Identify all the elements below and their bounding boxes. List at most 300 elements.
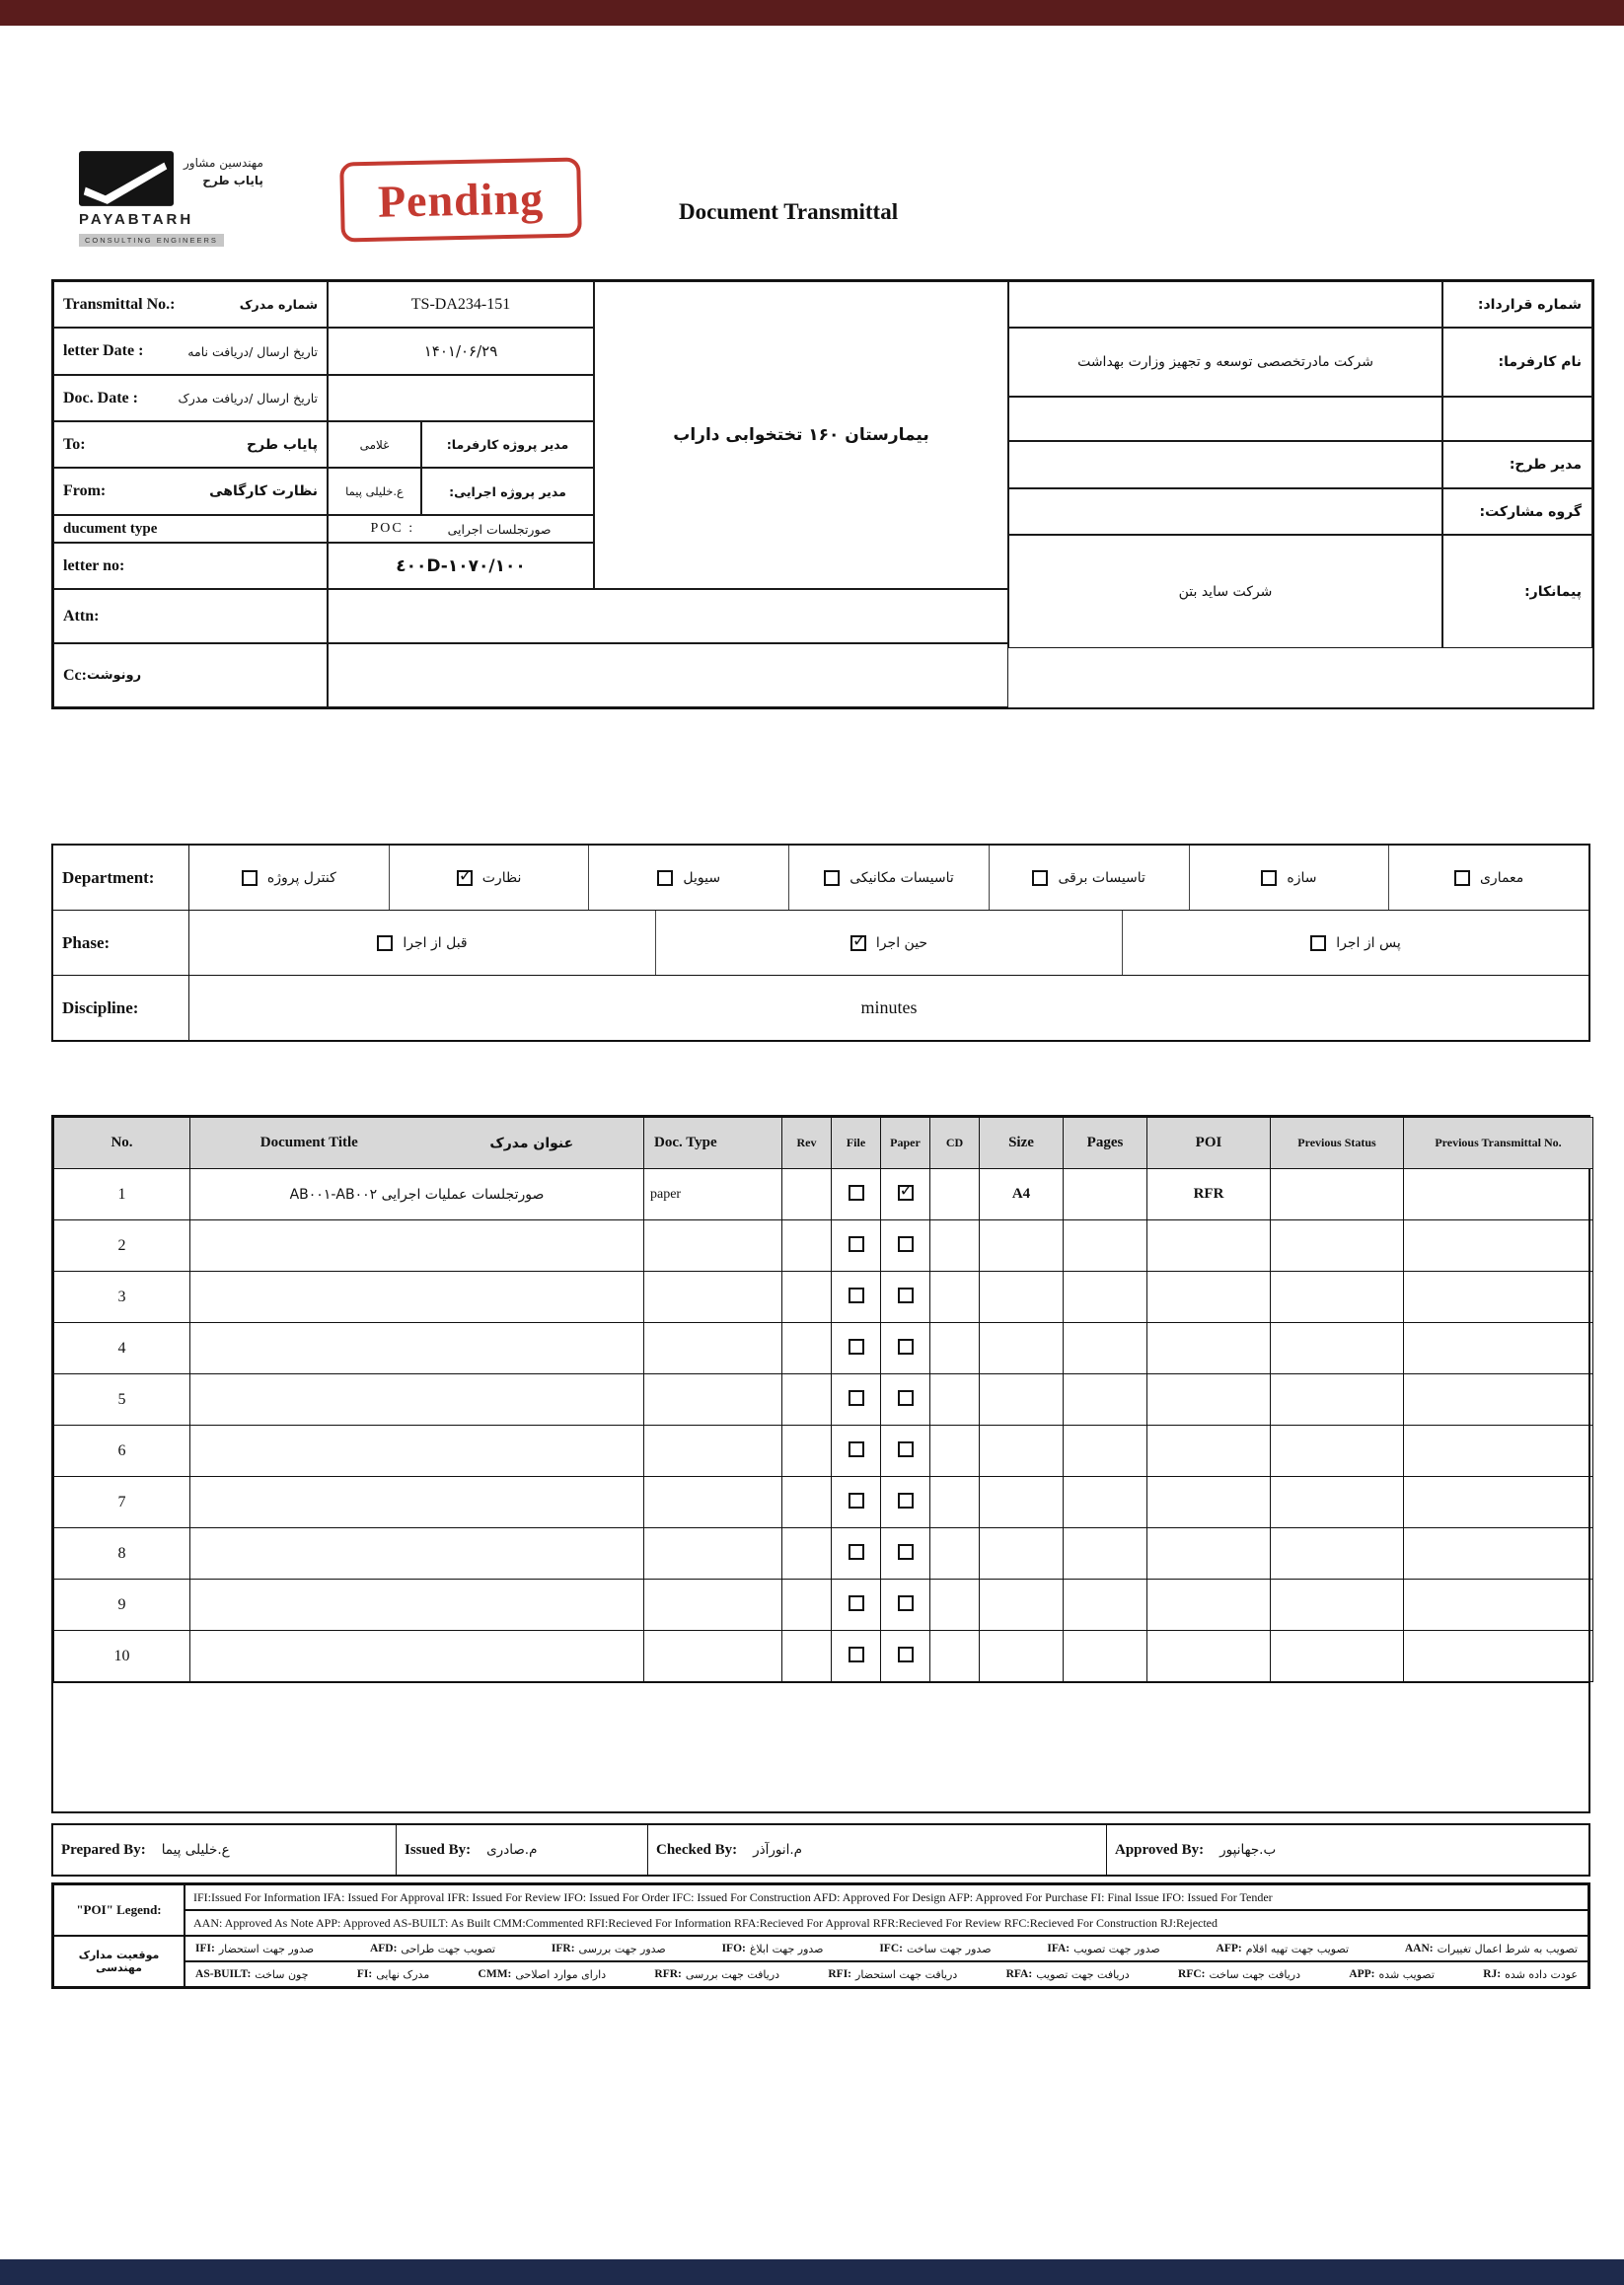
- row-file-cell: [832, 1374, 881, 1426]
- phase-checkbox[interactable]: [850, 935, 866, 951]
- department-option: [589, 846, 789, 910]
- header-poi: POI: [1147, 1118, 1271, 1169]
- contractor-label: پیمانکار:: [1524, 583, 1582, 600]
- row-poi: [1147, 1426, 1271, 1477]
- paper-checkbox[interactable]: [898, 1441, 914, 1457]
- row-file-cell: [832, 1220, 881, 1272]
- discipline-value: minutes: [860, 997, 918, 1017]
- row-size: [980, 1272, 1064, 1323]
- row-rev: [782, 1374, 832, 1426]
- document-row: [54, 1272, 1593, 1323]
- poi-legend-fa-title: موقعیت مدارک مهندسی: [53, 1936, 185, 1987]
- row-title: [190, 1272, 644, 1323]
- company-logo: [79, 150, 306, 247]
- from-value: نظارت کارگاهی: [209, 483, 318, 499]
- row-doc-type: [644, 1631, 782, 1682]
- doc-type-label-cell: [53, 515, 328, 543]
- file-checkbox[interactable]: [849, 1185, 864, 1201]
- phase-option-label: حین اجرا: [875, 934, 928, 951]
- file-checkbox[interactable]: [849, 1339, 864, 1355]
- row-rev: [782, 1477, 832, 1528]
- legend-item-code: RFA:: [1005, 1967, 1033, 1980]
- phase-option-label: قبل از اجرا: [403, 934, 468, 951]
- discipline-row: [53, 976, 1588, 1040]
- legend-item: [1217, 1943, 1350, 1955]
- row-cd: [930, 1426, 980, 1477]
- client-pm-value-cell: [328, 421, 421, 468]
- header-prev-transmittal: Previous Transmittal No.: [1404, 1118, 1593, 1169]
- legend-item: [1349, 1968, 1435, 1981]
- doc-type-value-fa: صورتجلسات اجرایی: [447, 521, 552, 537]
- header-no: No.: [54, 1118, 190, 1169]
- row-cd: [930, 1477, 980, 1528]
- issued-by-label: Issued By:: [405, 1841, 472, 1858]
- approved-by-cell: [1107, 1825, 1592, 1875]
- row-file-cell: [832, 1426, 881, 1477]
- row-size: [980, 1477, 1064, 1528]
- documents-table-header: [54, 1118, 1593, 1169]
- legend-item-code: AS-BUILT:: [195, 1967, 252, 1980]
- exec-pm-label-cell: [421, 468, 594, 515]
- row-no: 9: [54, 1580, 190, 1631]
- legend-item-code: IFR:: [551, 1942, 575, 1954]
- row-prev-transmittal: [1404, 1323, 1593, 1374]
- department-row: [53, 846, 1588, 911]
- legend-item-text: صدور جهت ساخت: [906, 1942, 992, 1955]
- paper-checkbox[interactable]: [898, 1236, 914, 1252]
- row-poi: RFR: [1147, 1169, 1271, 1220]
- legend-fa-row-1: [185, 1961, 1588, 1987]
- doc-type-label: ducument type: [63, 520, 158, 537]
- poi-legend-en-row-2: AAN: Approved As Note APP: Approved AS-BUILT: As Built CMM:Commented RFI:Recieved For Information RFA:Recieved For Approval RFR:Recieved For Review RFC:Recieved For Construction RJ:Rejected: [185, 1910, 1588, 1936]
- legend-item-text: دریافت جهت ساخت: [1209, 1967, 1301, 1981]
- doc-type-value-cell: [328, 515, 594, 543]
- file-checkbox[interactable]: [849, 1441, 864, 1457]
- legend-item-text: تصویب جهت طراحی: [401, 1942, 496, 1955]
- paper-checkbox[interactable]: [898, 1493, 914, 1509]
- row-prev-status: [1271, 1272, 1404, 1323]
- legend-item-code: IFI:: [195, 1942, 215, 1954]
- row-size: [980, 1374, 1064, 1426]
- legend-item-text: تصویب شده: [1378, 1967, 1435, 1981]
- row-title: [190, 1477, 644, 1528]
- legend-item-code: FI:: [356, 1967, 373, 1980]
- row-rev: [782, 1580, 832, 1631]
- poi-legend-title: "POI" Legend:: [53, 1884, 185, 1936]
- letter-no-value-cell: [328, 543, 594, 589]
- row-prev-status: [1271, 1220, 1404, 1272]
- row-title: [190, 1426, 644, 1477]
- row-paper-cell: [881, 1272, 930, 1323]
- design-manager-value-cell: [1008, 441, 1442, 488]
- header-size: Size: [980, 1118, 1064, 1169]
- row-prev-status: [1271, 1528, 1404, 1580]
- row-prev-transmittal: [1404, 1426, 1593, 1477]
- row-cd: [930, 1528, 980, 1580]
- legend-item: [370, 1943, 495, 1955]
- phase-checkbox[interactable]: [1310, 935, 1326, 951]
- issued-by-value: م.صادری: [486, 1842, 538, 1858]
- to-cell: [53, 421, 328, 468]
- row-rev: [782, 1426, 832, 1477]
- contractor-value: شرکت ساید بتن: [1178, 583, 1273, 600]
- contractor-value-cell: [1008, 535, 1442, 648]
- department-option-label: نظارت: [481, 869, 522, 886]
- row-title: [190, 1580, 644, 1631]
- row-prev-status: [1271, 1426, 1404, 1477]
- legend-item: [1178, 1968, 1300, 1981]
- paper-checkbox[interactable]: [898, 1185, 914, 1201]
- document-row: [54, 1528, 1593, 1580]
- row-prev-status: [1271, 1631, 1404, 1682]
- file-checkbox[interactable]: [849, 1493, 864, 1509]
- transmittal-no-value: TS-DA234-151: [410, 295, 511, 313]
- row-pages: [1064, 1169, 1147, 1220]
- legend-item: [357, 1968, 429, 1981]
- row-cd: [930, 1374, 980, 1426]
- department-option: [390, 846, 590, 910]
- legend-item: [879, 1943, 991, 1955]
- pending-stamp: Pending: [339, 157, 582, 242]
- header-prev-status: Previous Status: [1271, 1118, 1404, 1169]
- department-checkbox[interactable]: [657, 870, 673, 886]
- legend-item-code: RFC:: [1178, 1967, 1206, 1980]
- row-poi: [1147, 1631, 1271, 1682]
- partner-group-label: گروه مشارکت:: [1479, 503, 1582, 520]
- row-title: [190, 1631, 644, 1682]
- row-size: [980, 1220, 1064, 1272]
- attn-value-cell: [328, 589, 1008, 643]
- doc-date-value-cell: [328, 375, 594, 421]
- client-pm-label-cell: [421, 421, 594, 468]
- paper-checkbox[interactable]: [898, 1647, 914, 1662]
- legend-item-text: دریافت جهت تصویب: [1036, 1967, 1130, 1981]
- partner-group-value-cell: [1008, 488, 1442, 535]
- doc-date-label: Doc. Date :: [63, 389, 138, 406]
- legend-item-text: دریافت جهت بررسی: [685, 1967, 780, 1981]
- doc-date-label-fa: تاریخ ارسال /دریافت مدرک: [178, 391, 318, 405]
- file-checkbox[interactable]: [849, 1595, 864, 1611]
- cc-label-fa: رونوشت: [86, 668, 142, 683]
- row-prev-status: [1271, 1477, 1404, 1528]
- row-no: 3: [54, 1272, 190, 1323]
- row-doc-type: [644, 1477, 782, 1528]
- row-file-cell: [832, 1528, 881, 1580]
- legend-item-code: RJ:: [1483, 1967, 1502, 1980]
- row-prev-transmittal: [1404, 1220, 1593, 1272]
- transmittal-no-cell: [53, 281, 328, 328]
- row-file-cell: [832, 1631, 881, 1682]
- row-cd: [930, 1580, 980, 1631]
- row-pages: [1064, 1528, 1147, 1580]
- department-option: [789, 846, 990, 910]
- checked-by-value: م.انورآذر: [753, 1842, 803, 1858]
- transmittal-no-label: Transmittal No.:: [63, 295, 176, 313]
- legend-item-code: CMM:: [478, 1967, 512, 1980]
- legend-item: [654, 1968, 779, 1981]
- legend-item: [195, 1943, 314, 1955]
- classification-table: [51, 844, 1590, 1042]
- row-prev-status: [1271, 1580, 1404, 1631]
- legend-item-text: دریافت جهت استحضار: [855, 1967, 958, 1981]
- phase-checkbox[interactable]: [377, 935, 393, 951]
- row-title: [190, 1323, 644, 1374]
- row-no: 10: [54, 1631, 190, 1682]
- discipline-label: Discipline:: [53, 976, 189, 1040]
- department-checkbox[interactable]: [1032, 870, 1048, 886]
- row-no: 1: [54, 1169, 190, 1220]
- logo-persian-line2: پایاب طرح: [202, 174, 263, 187]
- transmittal-no-value-cell: [328, 281, 594, 328]
- legend-item: [828, 1968, 957, 1981]
- paper-checkbox[interactable]: [898, 1339, 914, 1355]
- row-prev-status: [1271, 1323, 1404, 1374]
- issued-by-cell: [397, 1825, 648, 1875]
- row-prev-status: [1271, 1374, 1404, 1426]
- doc-date-cell: [53, 375, 328, 421]
- row-no: 6: [54, 1426, 190, 1477]
- row-doc-type: [644, 1580, 782, 1631]
- legend-item-code: AAN:: [1404, 1942, 1434, 1954]
- row-no: 5: [54, 1374, 190, 1426]
- documents-table-empty-area: [53, 1682, 1588, 1811]
- exec-pm-value: ع.خلیلی پیما: [345, 484, 404, 498]
- header-title-en: Document Title: [259, 1135, 358, 1150]
- header-file: File: [832, 1118, 881, 1169]
- row-pages: [1064, 1426, 1147, 1477]
- department-option-label: تاسیسات مکانیکی: [849, 869, 954, 886]
- legend-item-text: صدور جهت بررسی: [578, 1942, 666, 1955]
- legend-item-text: تصویب جهت تهیه اقلام: [1245, 1942, 1350, 1955]
- row-rev: [782, 1631, 832, 1682]
- row-size: [980, 1323, 1064, 1374]
- logo-persian-line1: مهندسین مشاور: [184, 156, 263, 170]
- legend-item: [195, 1968, 308, 1981]
- design-manager-label: مدیر طرح:: [1509, 457, 1582, 473]
- legend-item-code: AFD:: [369, 1942, 398, 1954]
- department-checkbox[interactable]: [457, 870, 473, 886]
- row-paper-cell: [881, 1374, 930, 1426]
- project-name-cell: [594, 281, 1008, 589]
- attn-label-cell: [53, 589, 328, 643]
- row-size: [980, 1631, 1064, 1682]
- logo-brand-name: PAYABTARH: [79, 211, 194, 228]
- row-cd: [930, 1272, 980, 1323]
- row-paper-cell: [881, 1220, 930, 1272]
- letter-no-label-cell: [53, 543, 328, 589]
- row-cd: [930, 1169, 980, 1220]
- row-rev: [782, 1528, 832, 1580]
- row-prev-transmittal: [1404, 1169, 1593, 1220]
- department-option: [990, 846, 1190, 910]
- documents-table-wrap: [51, 1115, 1590, 1813]
- legend-item-code: RFI:: [828, 1967, 852, 1980]
- row-pages: [1064, 1220, 1147, 1272]
- prepared-by-cell: [53, 1825, 397, 1875]
- row-doc-type: [644, 1528, 782, 1580]
- row-cd: [930, 1220, 980, 1272]
- page-title: Document Transmittal: [679, 199, 899, 224]
- doc-table-body: [54, 1169, 1593, 1682]
- legend-item-code: AFP:: [1216, 1942, 1242, 1954]
- attn-label: Attn:: [63, 607, 100, 625]
- row-size: [980, 1580, 1064, 1631]
- client-name-label: نام کارفرما:: [1498, 354, 1582, 370]
- header-pages: Pages: [1064, 1118, 1147, 1169]
- row-title: [190, 1220, 644, 1272]
- legend-fa-row-0: [185, 1936, 1588, 1961]
- row-cd: [930, 1323, 980, 1374]
- header-title-fa: عنوان مدرک: [489, 1135, 574, 1151]
- row-file-cell: [832, 1477, 881, 1528]
- legend-item-text: دارای موارد اصلاحی: [515, 1967, 607, 1981]
- phase-options: [189, 911, 1588, 975]
- document-row: [54, 1169, 1593, 1220]
- department-checkbox[interactable]: [1454, 870, 1470, 886]
- from-cell: [53, 468, 328, 515]
- paper-checkbox[interactable]: [898, 1544, 914, 1560]
- row-paper-cell: [881, 1477, 930, 1528]
- paper-checkbox[interactable]: [898, 1390, 914, 1406]
- row-no: 7: [54, 1477, 190, 1528]
- legend-item: [1047, 1943, 1159, 1955]
- exec-pm-value-cell: [328, 468, 421, 515]
- row-file-cell: [832, 1272, 881, 1323]
- row-poi: [1147, 1528, 1271, 1580]
- documents-table: [53, 1117, 1593, 1682]
- transmittal-info-table: [51, 279, 1594, 709]
- document-row: [54, 1580, 1593, 1631]
- row-poi: [1147, 1323, 1271, 1374]
- legend-item-code: APP:: [1349, 1967, 1375, 1980]
- file-checkbox[interactable]: [849, 1288, 864, 1303]
- letter-no-label: letter no:: [63, 556, 125, 574]
- row-prev-transmittal: [1404, 1477, 1593, 1528]
- letter-date-label: letter Date :: [63, 342, 144, 359]
- legend-item-code: IFC:: [879, 1942, 903, 1954]
- legend-item-text: عودت داده شده: [1505, 1967, 1578, 1981]
- row-poi: [1147, 1220, 1271, 1272]
- row-file-cell: [832, 1169, 881, 1220]
- legend-item-code: IFA:: [1047, 1942, 1070, 1954]
- row-prev-status: [1271, 1169, 1404, 1220]
- row-doc-type: [644, 1426, 782, 1477]
- legend-item: [1483, 1968, 1578, 1981]
- row-doc-type: [644, 1272, 782, 1323]
- row-size: [980, 1528, 1064, 1580]
- prepared-by-label: Prepared By:: [61, 1841, 146, 1858]
- row-title: [190, 1374, 644, 1426]
- row-pages: [1064, 1580, 1147, 1631]
- signatures-row: [51, 1823, 1590, 1877]
- file-checkbox[interactable]: [849, 1647, 864, 1662]
- project-name: بیمارستان ۱۶۰ تختخوابی داراب: [673, 425, 929, 445]
- row-rev: [782, 1323, 832, 1374]
- letter-date-value: ۱۴۰۱/۰۶/۲۹: [423, 342, 498, 360]
- department-option-label: معماری: [1479, 869, 1524, 886]
- paper-checkbox[interactable]: [898, 1595, 914, 1611]
- row-cd: [930, 1631, 980, 1682]
- legend-item-text: مدرک نهایی: [376, 1967, 430, 1981]
- phase-option: [1123, 911, 1588, 975]
- document-row: [54, 1631, 1593, 1682]
- file-checkbox[interactable]: [849, 1390, 864, 1406]
- department-option: [189, 846, 390, 910]
- header-doc-type: Doc. Type: [644, 1118, 782, 1169]
- phase-row: [53, 911, 1588, 976]
- logo-brand-subtitle: CONSULTING ENGINEERS: [79, 234, 224, 247]
- row-file-cell: [832, 1323, 881, 1374]
- phase-label: Phase:: [53, 911, 189, 975]
- row-poi: [1147, 1374, 1271, 1426]
- legend-item-code: RFR:: [654, 1967, 682, 1980]
- row-pages: [1064, 1374, 1147, 1426]
- document-row: [54, 1323, 1593, 1374]
- row-file-cell: [832, 1580, 881, 1631]
- header-rev: Rev: [782, 1118, 832, 1169]
- department-option-label: تاسیسات برقی: [1058, 869, 1145, 886]
- row-rev: [782, 1220, 832, 1272]
- phase-option-label: پس از اجرا: [1336, 934, 1401, 951]
- row-no: 2: [54, 1220, 190, 1272]
- doc-type-code: POC :: [370, 521, 415, 536]
- document-row: [54, 1220, 1593, 1272]
- row-size: A4: [980, 1169, 1064, 1220]
- to-label: To:: [63, 435, 86, 453]
- row-prev-transmittal: [1404, 1272, 1593, 1323]
- document-row: [54, 1374, 1593, 1426]
- contract-no-label-cell: [1442, 281, 1592, 328]
- department-options: [189, 846, 1588, 910]
- paper-checkbox[interactable]: [898, 1288, 914, 1303]
- legend-item-text: چون ساخت: [255, 1967, 309, 1981]
- file-checkbox[interactable]: [849, 1544, 864, 1560]
- design-manager-label-cell: [1442, 441, 1592, 488]
- header-cd: CD: [930, 1118, 980, 1169]
- poi-legend: [51, 1882, 1590, 1989]
- contract-no-value-cell: [1008, 281, 1442, 328]
- contract-no-label: شماره قرارداد:: [1477, 296, 1582, 313]
- row-paper-cell: [881, 1528, 930, 1580]
- file-checkbox[interactable]: [849, 1236, 864, 1252]
- row-pages: [1064, 1477, 1147, 1528]
- client-name-value-cell: [1008, 328, 1442, 397]
- approved-by-label: Approved By:: [1115, 1841, 1205, 1858]
- department-checkbox[interactable]: [824, 870, 840, 886]
- letter-date-label-fa: تاریخ ارسال /دریافت نامه: [187, 343, 318, 359]
- contractor-label-cell: [1442, 535, 1592, 648]
- bottom-color-bar: [0, 2259, 1624, 2285]
- legend-item-text: صدور جهت ابلاغ: [749, 1942, 824, 1955]
- department-checkbox[interactable]: [242, 870, 258, 886]
- row-prev-transmittal: [1404, 1631, 1593, 1682]
- checked-by-cell: [648, 1825, 1107, 1875]
- document-row: [54, 1477, 1593, 1528]
- row-paper-cell: [881, 1323, 930, 1374]
- row-rev: [782, 1272, 832, 1323]
- client-pm-value: غلامی: [359, 437, 390, 452]
- row-prev-transmittal: [1404, 1374, 1593, 1426]
- row-pages: [1064, 1631, 1147, 1682]
- department-option-label: سیویل: [683, 869, 721, 886]
- partner-group-label-cell: [1442, 488, 1592, 535]
- department-checkbox[interactable]: [1261, 870, 1277, 886]
- legend-item-code: IFO:: [721, 1942, 746, 1954]
- department-option: [1389, 846, 1588, 910]
- transmittal-no-label-fa: شماره مدرک: [239, 297, 318, 312]
- top-color-bar: [0, 0, 1624, 26]
- row-no: 8: [54, 1528, 190, 1580]
